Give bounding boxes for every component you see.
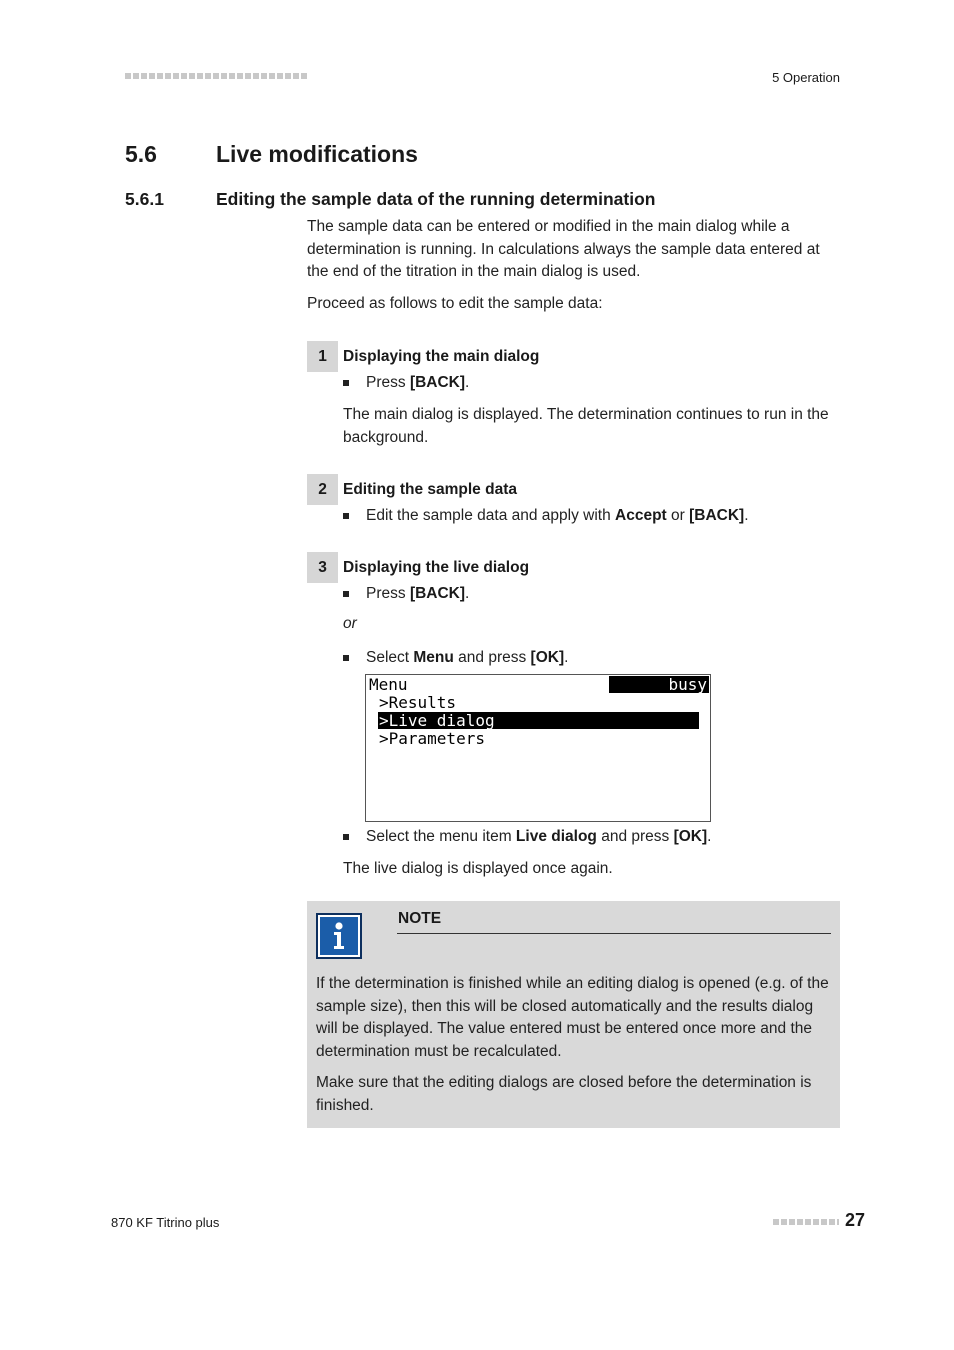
bullet-text: Press [BACK]. <box>366 374 470 391</box>
step-title-3: Displaying the live dialog <box>343 559 530 576</box>
footer-product: 870 KF Titrino plus <box>111 1215 220 1230</box>
subsection-number: 5.6.1 <box>125 189 164 209</box>
intro-instruction: Proceed as follows to edit the sample data: <box>307 295 603 312</box>
step-title-2: Editing the sample data <box>343 481 517 498</box>
screen-status: busy <box>609 676 709 693</box>
note-divider <box>397 933 831 934</box>
header-dots <box>125 73 307 79</box>
subsection-title: Editing the sample data of the running determination <box>216 189 656 209</box>
step-number-1: 1 <box>307 341 338 372</box>
bullet-text: Select the menu item Live dialog and press [OK]. <box>366 828 712 845</box>
menu-item-results: >Results <box>379 693 457 712</box>
bullet-marker <box>343 591 349 597</box>
note-title: NOTE <box>398 910 442 927</box>
info-icon <box>316 913 362 959</box>
page-number: 27 <box>845 1210 866 1230</box>
bullet-text: Press [BACK]. <box>366 585 470 602</box>
header-chapter: 5 Operation <box>772 70 840 85</box>
intro-paragraph: The sample data can be entered or modified in the main dialog while a determination is running. In calculations always the sample data entered at the end of the titration in the main dialog is used. <box>307 218 820 280</box>
screen-title: Menu <box>369 675 408 694</box>
bullet-text: Select Menu and press [OK]. <box>366 649 569 666</box>
step-number-3: 3 <box>307 552 338 583</box>
step-3-result: The live dialog is displayed once again. <box>343 860 613 877</box>
bullet-text: Edit the sample data and apply with Accept or [BACK]. <box>366 507 749 524</box>
note-box <box>307 901 840 1128</box>
section-title: Live modifications <box>216 141 418 167</box>
step-number-2: 2 <box>307 474 338 505</box>
step-1-result: The main dialog is displayed. The determination continues to run in the background. <box>343 406 829 446</box>
bullet-marker <box>343 834 349 840</box>
bullet-marker <box>343 380 349 386</box>
or-text: or <box>343 615 357 632</box>
bullet-marker <box>343 655 349 661</box>
bullet-marker <box>343 513 349 519</box>
note-paragraph-1: If the determination is finished while an editing dialog is opened (e.g. of the sample size), then this will be closed automatically and the results dialog will be displayed. The value entered must be entered once more and the determination must be recalculated. <box>316 975 829 1060</box>
menu-item-parameters: >Parameters <box>379 729 485 748</box>
step-title-1: Displaying the main dialog <box>343 348 540 365</box>
menu-item-live-dialog: >Live dialog <box>378 712 699 729</box>
section-number: 5.6 <box>125 141 157 167</box>
note-paragraph-2: Make sure that the editing dialogs are closed before the determination is finished. <box>316 1074 812 1114</box>
device-screen <box>365 674 711 822</box>
footer-dots <box>773 1219 839 1225</box>
